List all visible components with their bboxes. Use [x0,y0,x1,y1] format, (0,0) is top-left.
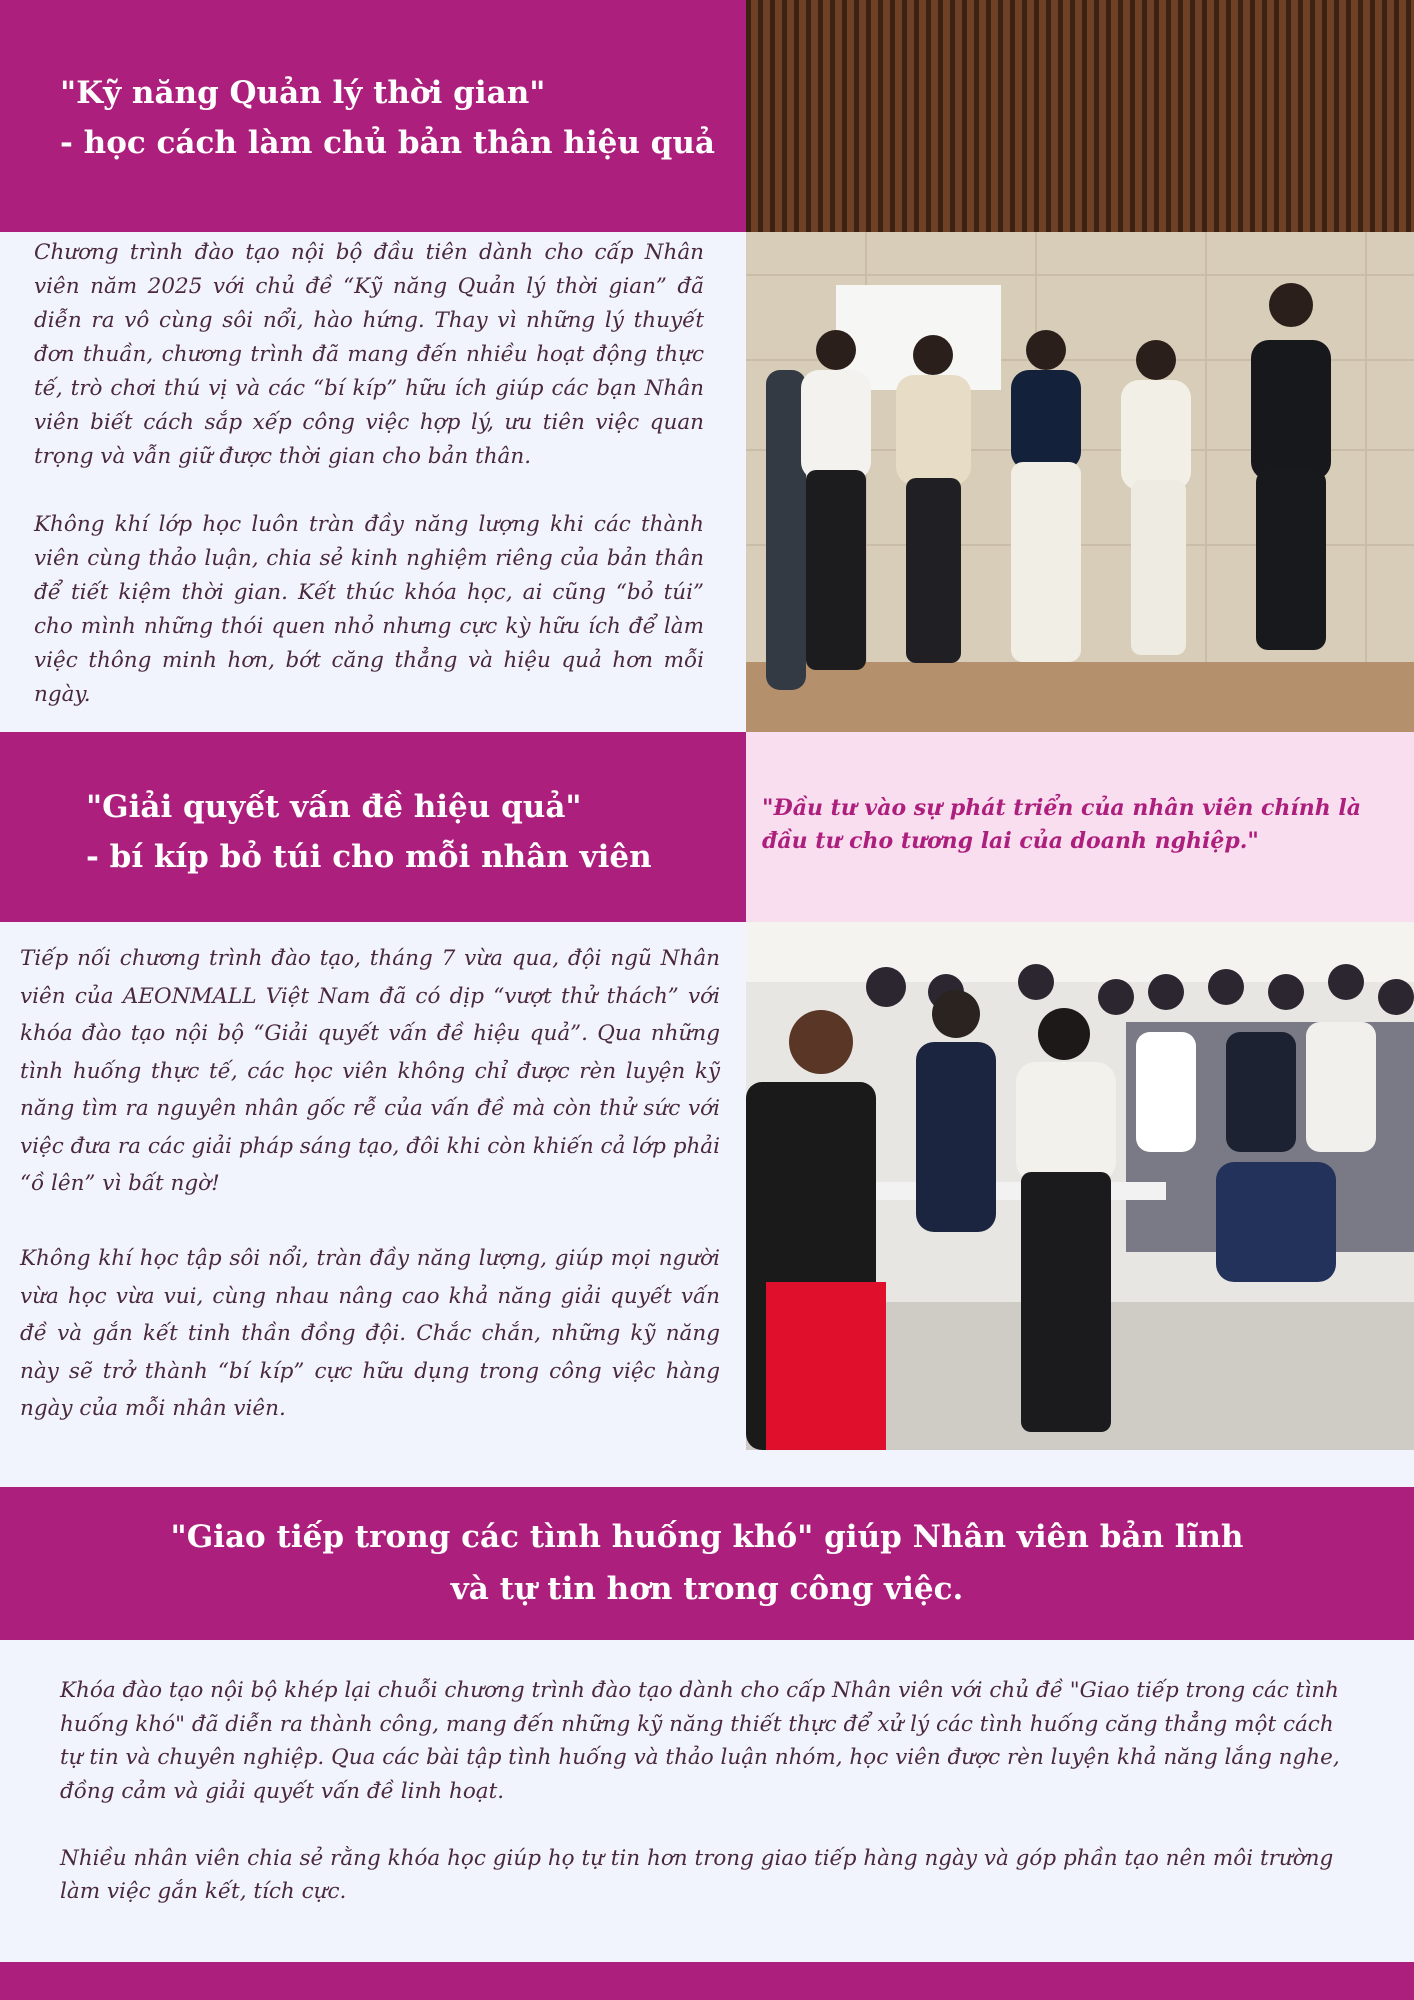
section2-title-line2: - bí kíp bỏ túi cho mỗi nhân viên [86,839,652,875]
section1-body [34,236,704,712]
section2-title-line1: "Giải quyết vấn đề hiệu quả" [86,789,582,825]
quote-box [746,732,1414,922]
section2-paragraph2: Không khí học tập sôi nổi, tràn đầy năng lượng, giúp mọi người vừa học vừa vui, cùng nhau nâng cao khả năng giải quyết vấn đề và gắn kết tinh thần đồng đội. Chắc chắn, những kỹ năng này sẽ trở thành “bí kíp” cực hữu dụng trong công việc hàng ngày của mỗi nhân viên. [20,1246,720,1421]
section1-paragraph2: Không khí lớp học luôn tràn đầy năng lượng khi các thành viên cùng thảo luận, chia sẻ kinh nghiệm riêng của bản thân để tiết kiệm thời gian. Kết thúc khóa học, ai cũng “bỏ túi” cho mình những thói quen nhỏ nhưng cực kỳ hữu ích để làm việc thông minh hơn, bớt căng thẳng và hiệu quả hơn mỗi ngày. [34,512,704,707]
section1-title-band [0,0,746,232]
section2-title-band [0,732,746,922]
quote-text: "Đầu tư vào sự phát triển của nhân viên chính là đầu tư cho tương lai của doanh nghiệp." [762,795,1362,854]
section2-title [86,782,746,882]
classroom-photo-image [746,922,1414,1450]
group-photo-image [746,0,1414,732]
section3-paragraph1: Khóa đào tạo nội bộ khép lại chuỗi chương trình đào tạo dành cho cấp Nhân viên với chủ đề "Giao tiếp trong các tình huống khó" đã diễn ra thành công, mang đến những kỹ năng thiết thực để xử lý các tình huống căng thẳng một cách tự tin và chuyên nghiệp. Qua các bài tập tình huống và thảo luận nhóm, học viên được rèn luyện khả năng lắng nghe, đồng cảm và giải quyết vấn đề linh hoạt. [60,1678,1340,1804]
section3-title-band [0,1487,1414,1640]
section1-title-line1: "Kỹ năng Quản lý thời gian" [60,75,546,111]
section3-title-line1: "Giao tiếp trong các tình huống khó" giúp Nhân viên bản lĩnh [170,1519,1244,1555]
section3-title-line2: và tự tin hơn trong công việc. [450,1571,964,1607]
section1-title [60,68,746,168]
section3-body [60,1674,1350,1909]
section1-title-line2: - học cách làm chủ bản thân hiệu quả [60,125,715,161]
section2-body [20,940,720,1428]
section1-paragraph1: Chương trình đào tạo nội bộ đầu tiên dành cho cấp Nhân viên năm 2025 với chủ đề “Kỹ năng Quản lý thời gian” đã diễn ra vô cùng sôi nổi, hào hứng. Thay vì những lý thuyết đơn thuần, chương trình đã mang đến nhiều hoạt động thực tế, trò chơi thú vị và các “bí kíp” hữu ích giúp các bạn Nhân viên biết cách sắp xếp công việc hợp lý, ưu tiên việc quan trọng và vẫn giữ được thời gian cho bản thân. [34,240,704,469]
footer-band [0,1962,1414,2000]
section3-paragraph2: Nhiều nhân viên chia sẻ rằng khóa học giúp họ tự tin hơn trong giao tiếp hàng ngày và góp phần tạo nên môi trường làm việc gắn kết, tích cực. [60,1845,1334,1904]
section2-paragraph1: Tiếp nối chương trình đào tạo, tháng 7 vừa qua, đội ngũ Nhân viên của AEONMALL Việt Nam đã có dịp “vượt thử thách” với khóa đào tạo nội bộ “Giải quyết vấn đề hiệu quả”. Qua những tình huống thực tế, các học viên không chỉ được rèn luyện kỹ năng tìm ra nguyên nhân gốc rễ của vấn đề mà còn thử sức với việc đưa ra các giải pháp sáng tạo, đôi khi còn khiến cả lớp phải “ồ lên” vì bất ngờ! [20,946,720,1196]
section2-photo-classroom [746,922,1414,1450]
section3-title [0,1511,1414,1615]
section1-photo-group [746,0,1414,732]
